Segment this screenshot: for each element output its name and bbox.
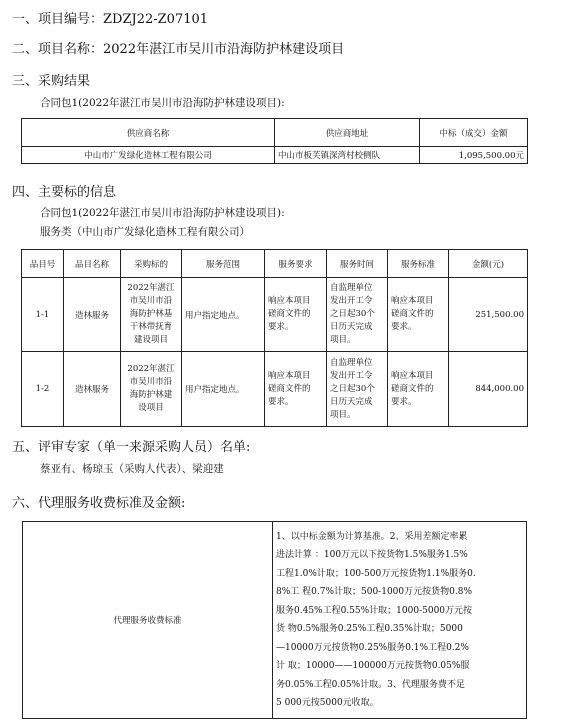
header-item-name: 品目名称 <box>64 250 121 278</box>
procurement-result-table <box>21 118 528 164</box>
item-requirements: 响应本项目 磋商文件的 要求。 <box>265 278 327 352</box>
item-name: 造林服务 <box>64 352 121 427</box>
contract-package-label-2: 合同包1(2022年湛江市吴川市沿海防护林建设项目): <box>40 207 285 219</box>
section-6-title: 六、代理服务收费标准及金额: <box>12 496 186 511</box>
item-standard: 响应本项目 磋商文件的 要求。 <box>388 352 449 427</box>
header-scope: 服务范围 <box>182 250 265 278</box>
header-supplier-name: 供应商名称 <box>22 119 275 147</box>
item-requirements: 响应本项目 磋商文件的 要求。 <box>265 352 327 427</box>
section-4-title: 四、主要标的信息 <box>12 185 117 200</box>
item-standard: 响应本项目 磋商文件的 要求。 <box>388 278 449 352</box>
item-scope: 用户指定地点。 <box>182 352 265 427</box>
section-1-title: 一、项目编号：ZDZJ22-Z07101 <box>12 12 209 27</box>
item-target: 2022年湛江 市吴川市沿 海防护林基 干林带抚育 建设项目 <box>121 278 182 352</box>
section-5-title: 五、评审专家（单一来源采购人员）名单: <box>12 440 251 455</box>
header-supplier-address: 供应商地址 <box>275 119 420 147</box>
item-no: 1-2 <box>22 352 64 427</box>
item-amount: 251,500.00 <box>449 278 528 352</box>
item-time: 自监理单位 发出开工令 之日起30个 日历天完成 项目。 <box>327 278 388 352</box>
header-standard: 服务标准 <box>388 250 449 278</box>
expert-names: 蔡亚有、杨琼玉（采购人代表）、梁迎建 <box>40 463 224 475</box>
header-item-no: 品目号 <box>22 250 64 278</box>
agency-fee-table <box>22 521 527 719</box>
supplier-name: 中山市广发绿化造林工程有限公司 <box>22 147 275 164</box>
service-category-label: 服务类（中山市广发绿化造林工程有限公司） <box>40 226 250 238</box>
header-bid-amount: 中标（成交）金额 <box>420 119 528 147</box>
bid-amount: 1,095,500.00元 <box>420 147 528 164</box>
section-3-title: 三、采购结果 <box>12 74 91 89</box>
header-target: 采购标的 <box>121 250 182 278</box>
item-scope: 用户指定地点。 <box>182 278 265 352</box>
header-requirements: 服务要求 <box>265 250 327 278</box>
item-time: 自监理单位 发出开工令 之日起30个 日历天完成 项目。 <box>327 352 388 427</box>
table-row <box>22 147 528 164</box>
item-target: 2022年湛江 市吴川市沿 海防护林建 设项目 <box>121 352 182 427</box>
agency-fee-rules: 1、以中标金额为计算基准。2、采用差额定率累 进法计算 ：100万元以下按货物1.5%服务1.5% 工程1.0%计取；100-500万元按货物1.1%服务0. 8%工 程0.7%计取；500-1000万元按货物0.8% 服务0.45%工程0.55%计取；1000-5000万元按 货 物0.5%服务0.25%工程0.35%计取；5000 —10000万元按货物0.25%服务0.1%工程0.2% 计 取；10000——100000万元按货物0.05%服 务0.05%工程0.05%计取。3、代理服务费不足 5 000元按5000元收取。 <box>273 522 527 719</box>
item-name: 造林服务 <box>64 278 121 352</box>
main-items-table <box>21 249 528 427</box>
supplier-address: 中山市板芙镇深湾村校侧队 <box>275 147 420 164</box>
item-no: 1-1 <box>22 278 64 352</box>
agency-fee-label: 代理服务收费标准 <box>23 522 273 719</box>
item-amount: 844,000.00 <box>449 352 528 427</box>
section-2-title: 二、项目名称：2022年湛江市吴川市沿海防护林建设项目 <box>12 42 345 57</box>
header-amount: 金额(元) <box>449 250 528 278</box>
header-time: 服务时间 <box>327 250 388 278</box>
table-row <box>22 278 528 352</box>
table-row <box>22 352 528 427</box>
contract-package-label: 合同包1(2022年湛江市吴川市沿海防护林建设项目): <box>40 97 285 109</box>
